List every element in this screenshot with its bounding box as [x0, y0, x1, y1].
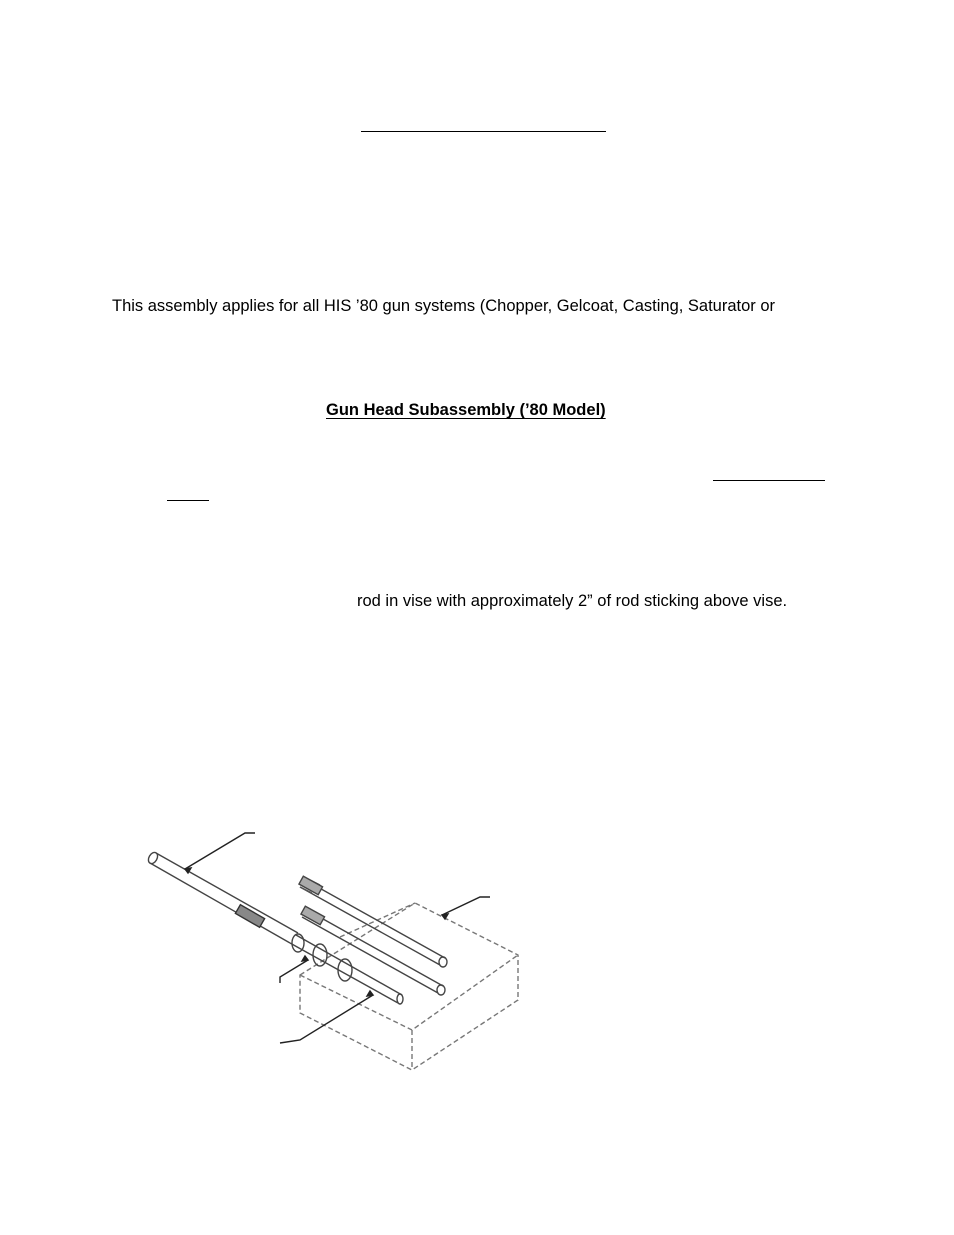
vise-block — [300, 903, 518, 1070]
leader-collar — [280, 960, 308, 983]
leader-long-rod — [185, 833, 255, 869]
title-underline — [361, 131, 606, 132]
leader-vise — [442, 897, 490, 915]
step-text: rod in vise with approximately 2” of rod sticking above vise. — [357, 592, 788, 610]
rod-and-vise-illustration — [140, 825, 540, 1085]
long-rod — [147, 851, 298, 943]
leader-lower-rod — [280, 995, 373, 1043]
underline-fragment-right — [713, 480, 825, 481]
intro-paragraph: This assembly applies for all HIS ’80 gun systems (Chopper, Gelcoat, Casting, Saturator or — [112, 297, 776, 315]
underline-fragment-left — [167, 500, 209, 501]
lower-rod — [290, 934, 403, 1004]
section-heading: Gun Head Subassembly (’80 Model) — [326, 401, 606, 419]
